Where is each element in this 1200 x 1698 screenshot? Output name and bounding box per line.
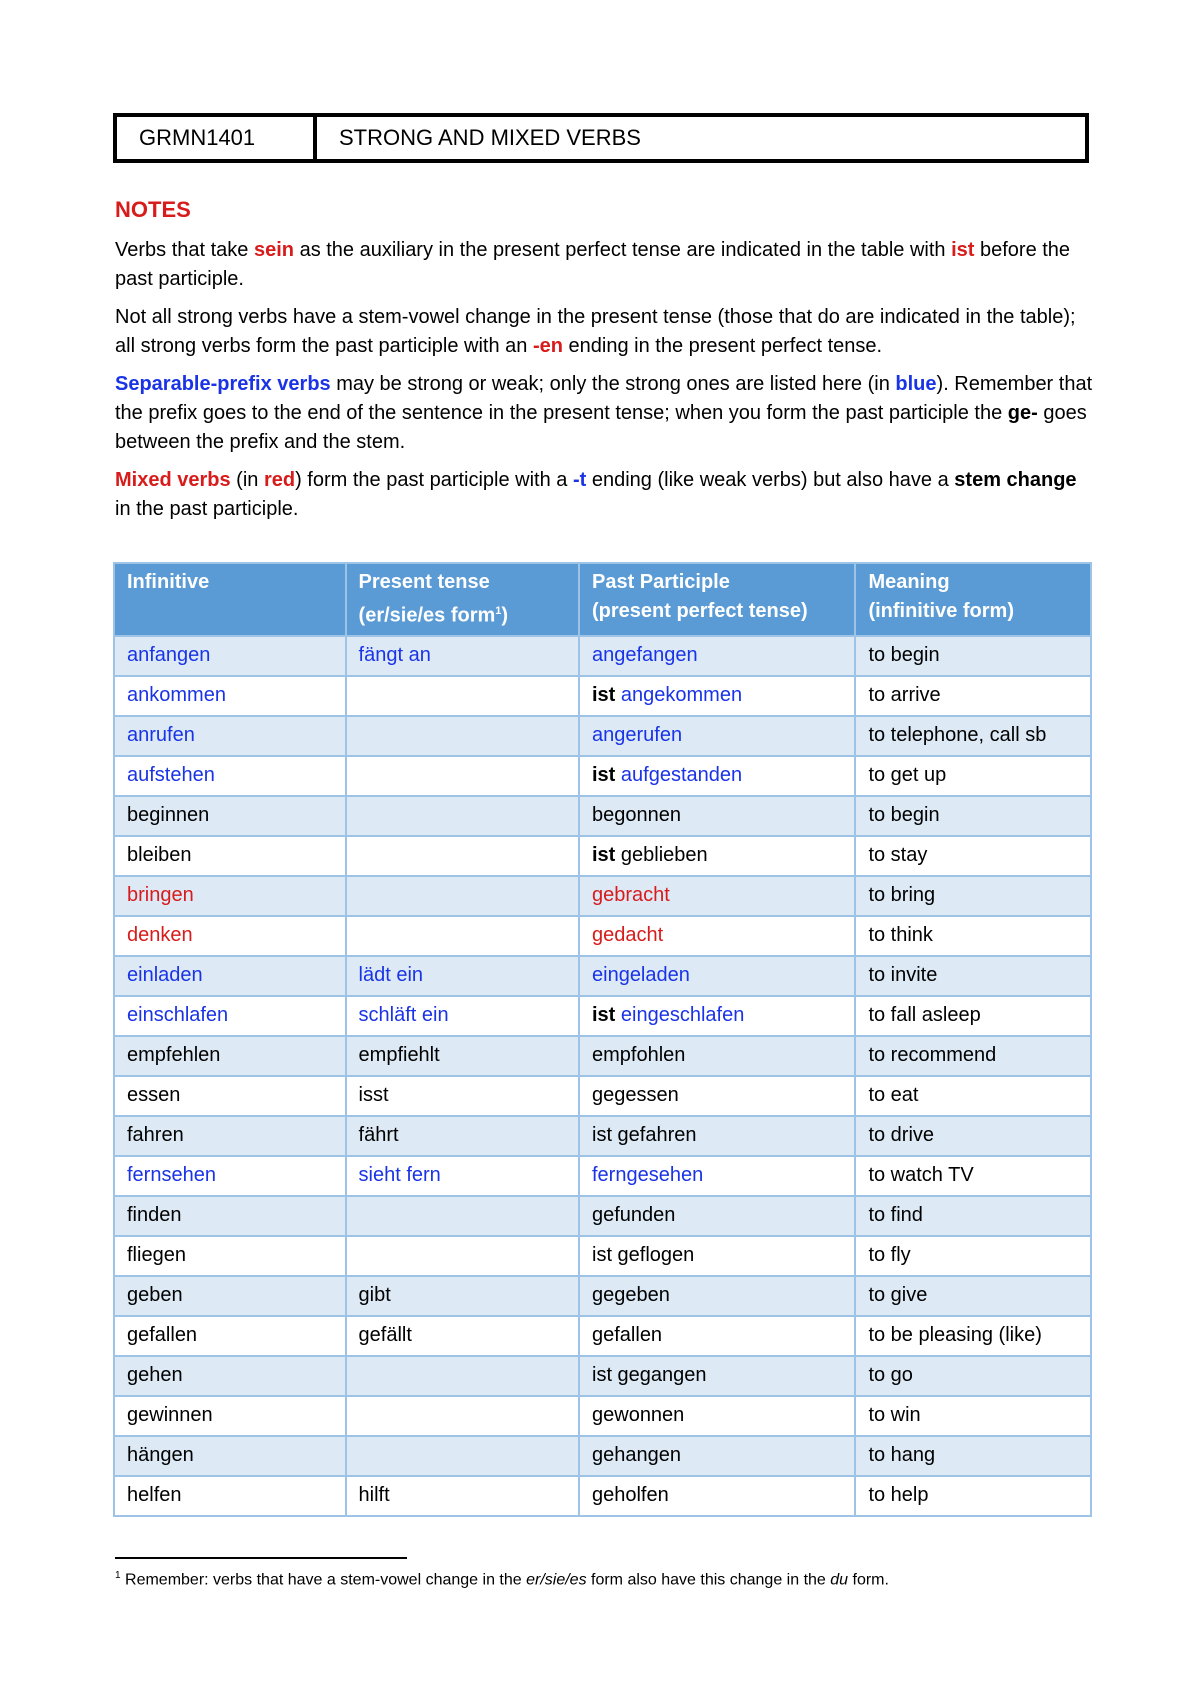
- notes-heading: NOTES: [115, 197, 191, 222]
- cell-meaning: to watch TV: [855, 1156, 1091, 1196]
- cell-meaning: to go: [855, 1356, 1091, 1396]
- participle-form: begonnen: [592, 804, 681, 827]
- cell-present: [346, 916, 579, 956]
- cell-meaning: to fall asleep: [855, 996, 1091, 1036]
- cell-present: empfiehlt: [346, 1036, 579, 1076]
- cell-present: lädt ein: [346, 956, 579, 996]
- cell-past-participle: [579, 1036, 855, 1076]
- participle-form: empfohlen: [592, 1044, 686, 1067]
- cell-past-participle: [579, 1356, 855, 1396]
- participle-form: geblieben: [620, 844, 708, 867]
- footnote-er-sie-es: er/sie/es: [526, 1571, 587, 1589]
- cell-infinitive: anfangen: [114, 636, 346, 676]
- table-row: [114, 1156, 1091, 1196]
- note-keyword-t: -t: [572, 469, 587, 491]
- cell-meaning: to begin: [855, 636, 1091, 676]
- cell-infinitive: gefallen: [114, 1316, 346, 1356]
- cell-present: [346, 836, 579, 876]
- note-keyword-ist: ist: [951, 239, 975, 261]
- note-keyword-separable: Separable-prefix verbs: [115, 373, 331, 395]
- note-stem-vowel: [115, 303, 1095, 361]
- cell-past-participle: [579, 716, 855, 756]
- table-row: [114, 956, 1091, 996]
- table-row: [114, 876, 1091, 916]
- note-text: goes between the prefix and the stem.: [115, 402, 1087, 453]
- cell-meaning: to think: [855, 916, 1091, 956]
- cell-past-participle: [579, 1076, 855, 1116]
- footnote-text: form also have this change in the: [586, 1571, 831, 1589]
- note-text: Verbs that take: [115, 239, 254, 261]
- participle-form: ist geflogen: [592, 1244, 695, 1267]
- participle-form: angekommen: [620, 684, 743, 707]
- cell-infinitive: hängen: [114, 1436, 346, 1476]
- cell-infinitive: denken: [114, 916, 346, 956]
- note-text: ) form the past participle with a: [295, 469, 573, 491]
- footnote-ref: 1: [495, 605, 502, 617]
- note-keyword-red: red: [263, 469, 296, 491]
- cell-infinitive: fahren: [114, 1116, 346, 1156]
- cell-past-participle: [579, 1396, 855, 1436]
- header-present-tense: [346, 563, 579, 636]
- participle-form: gegeben: [592, 1284, 670, 1307]
- participle-form: gewonnen: [592, 1404, 685, 1427]
- cell-meaning: to eat: [855, 1076, 1091, 1116]
- table-row: [114, 916, 1091, 956]
- cell-past-participle: [579, 1236, 855, 1276]
- note-text: (in: [230, 469, 264, 491]
- cell-meaning: to invite: [855, 956, 1091, 996]
- table-row: [114, 1316, 1091, 1356]
- note-keyword-en: -en: [532, 335, 563, 357]
- cell-present: [346, 1436, 579, 1476]
- note-text: as the auxiliary in the present perfect tense are indicated in the table with: [294, 239, 952, 261]
- cell-infinitive: fliegen: [114, 1236, 346, 1276]
- cell-infinitive: gewinnen: [114, 1396, 346, 1436]
- participle-form: aufgestanden: [620, 764, 743, 787]
- note-text: Not all strong verbs have a stem-vowel change in the present tense (those that do are indicated in the table); all strong verbs form the past participle with an: [115, 306, 1076, 357]
- cell-meaning: to help: [855, 1476, 1091, 1516]
- cell-meaning: to get up: [855, 756, 1091, 796]
- header-meaning-line1: Meaning: [868, 571, 950, 593]
- footnote-divider: [115, 1557, 407, 1559]
- course-code: GRMN1401: [117, 117, 317, 159]
- header-present-line1: Present tense: [358, 571, 490, 593]
- cell-meaning: to hang: [855, 1436, 1091, 1476]
- cell-present: [346, 716, 579, 756]
- note-keyword-stem-change: stem change: [954, 469, 1077, 491]
- table-row: [114, 1436, 1091, 1476]
- table-row: [114, 1276, 1091, 1316]
- cell-past-participle: [579, 996, 855, 1036]
- footnote: [115, 1570, 889, 1589]
- note-sein-auxiliary: [115, 236, 1095, 294]
- note-keyword-blue: blue: [895, 373, 937, 395]
- verb-table: [113, 562, 1092, 1517]
- note-text: ending (like weak verbs) but also have a: [586, 469, 955, 491]
- table-row: [114, 1396, 1091, 1436]
- cell-past-participle: [579, 1196, 855, 1236]
- auxiliary-ist: ist: [592, 844, 616, 867]
- participle-form: gedacht: [592, 924, 664, 947]
- participle-form: eingeladen: [592, 964, 690, 987]
- cell-past-participle: [579, 956, 855, 996]
- cell-infinitive: ankommen: [114, 676, 346, 716]
- note-keyword-mixed: Mixed verbs: [115, 469, 231, 491]
- cell-past-participle: [579, 796, 855, 836]
- note-keyword-sein: sein: [253, 239, 295, 261]
- cell-meaning: to recommend: [855, 1036, 1091, 1076]
- cell-infinitive: gehen: [114, 1356, 346, 1396]
- table-row: [114, 756, 1091, 796]
- participle-form: gegessen: [592, 1084, 679, 1107]
- cell-present: fährt: [346, 1116, 579, 1156]
- note-text: may be strong or weak; only the strong ones are listed here (in: [330, 373, 896, 395]
- footnote-du: du: [830, 1571, 849, 1589]
- table-row: [114, 796, 1091, 836]
- cell-meaning: to be pleasing (like): [855, 1316, 1091, 1356]
- cell-past-participle: [579, 1156, 855, 1196]
- note-separable-prefix: [115, 370, 1095, 457]
- table-row: [114, 1476, 1091, 1516]
- header-past-participle: [579, 563, 855, 636]
- participle-form: geholfen: [592, 1484, 669, 1507]
- cell-infinitive: einschlafen: [114, 996, 346, 1036]
- cell-meaning: to begin: [855, 796, 1091, 836]
- cell-meaning: to give: [855, 1276, 1091, 1316]
- cell-present: [346, 796, 579, 836]
- participle-form: ist gegangen: [592, 1364, 707, 1387]
- cell-present: schläft ein: [346, 996, 579, 1036]
- participle-form: gebracht: [592, 884, 670, 907]
- header-infinitive: [114, 563, 346, 636]
- cell-present: gibt: [346, 1276, 579, 1316]
- table-row: [114, 1196, 1091, 1236]
- cell-infinitive: geben: [114, 1276, 346, 1316]
- note-text: ). Remember that the prefix goes to the end of the sentence in the present tense; when you form the past participle the: [115, 373, 1093, 424]
- header-meaning: [855, 563, 1091, 636]
- cell-past-participle: [579, 1316, 855, 1356]
- cell-present: [346, 1236, 579, 1276]
- cell-meaning: to telephone, call sb: [855, 716, 1091, 756]
- footnote-text: Remember: verbs that have a stem-vowel change in the: [120, 1571, 527, 1589]
- header-infinitive-label: Infinitive: [127, 571, 210, 593]
- cell-present: isst: [346, 1076, 579, 1116]
- title-box: [113, 113, 1089, 163]
- header-pp-line1: Past Participle: [592, 571, 730, 593]
- table-header-row: [114, 563, 1091, 636]
- cell-infinitive: fernsehen: [114, 1156, 346, 1196]
- cell-infinitive: helfen: [114, 1476, 346, 1516]
- cell-present: [346, 1356, 579, 1396]
- cell-present: hilft: [346, 1476, 579, 1516]
- table-row: [114, 716, 1091, 756]
- table-row: [114, 1076, 1091, 1116]
- cell-past-participle: [579, 1476, 855, 1516]
- cell-present: [346, 876, 579, 916]
- table-row: [114, 1116, 1091, 1156]
- cell-present: [346, 1196, 579, 1236]
- cell-infinitive: einladen: [114, 956, 346, 996]
- auxiliary-ist: ist: [592, 764, 616, 787]
- note-keyword-ge: ge-: [1007, 402, 1038, 424]
- table-row: [114, 676, 1091, 716]
- auxiliary-ist: ist: [592, 1004, 616, 1027]
- cell-infinitive: essen: [114, 1076, 346, 1116]
- footnote-text: form.: [848, 1571, 889, 1589]
- header-present-close: ): [501, 604, 509, 627]
- cell-meaning: to drive: [855, 1116, 1091, 1156]
- header-meaning-line2: (infinitive form): [868, 600, 1014, 622]
- participle-form: eingeschlafen: [620, 1004, 745, 1027]
- cell-past-participle: [579, 1116, 855, 1156]
- document-title: STRONG AND MIXED VERBS: [339, 125, 641, 150]
- note-mixed-verbs: [115, 466, 1095, 524]
- table-row: [114, 996, 1091, 1036]
- header-present-line2: (er/sie/es form: [358, 604, 496, 627]
- cell-meaning: to arrive: [855, 676, 1091, 716]
- table-row: [114, 836, 1091, 876]
- cell-infinitive: anrufen: [114, 716, 346, 756]
- participle-form: angefangen: [592, 644, 698, 667]
- cell-meaning: to stay: [855, 836, 1091, 876]
- cell-infinitive: aufstehen: [114, 756, 346, 796]
- cell-infinitive: bringen: [114, 876, 346, 916]
- participle-form: ferngesehen: [592, 1164, 704, 1187]
- cell-infinitive: empfehlen: [114, 1036, 346, 1076]
- participle-form: angerufen: [592, 724, 683, 747]
- cell-present: [346, 756, 579, 796]
- participle-form: gefunden: [592, 1204, 676, 1227]
- cell-present: fängt an: [346, 636, 579, 676]
- table-row: [114, 1036, 1091, 1076]
- table-row: [114, 1236, 1091, 1276]
- cell-past-participle: [579, 1436, 855, 1476]
- note-text: in the past participle.: [115, 498, 299, 520]
- cell-infinitive: finden: [114, 1196, 346, 1236]
- note-text: before the past participle.: [115, 239, 1071, 290]
- header-pp-line2: (present perfect tense): [592, 600, 808, 622]
- cell-present: [346, 676, 579, 716]
- participle-form: gehangen: [592, 1444, 681, 1467]
- cell-infinitive: beginnen: [114, 796, 346, 836]
- cell-past-participle: [579, 916, 855, 956]
- cell-past-participle: [579, 836, 855, 876]
- cell-past-participle: [579, 1276, 855, 1316]
- table-row: [114, 1356, 1091, 1396]
- cell-meaning: to win: [855, 1396, 1091, 1436]
- cell-past-participle: [579, 756, 855, 796]
- cell-meaning: to fly: [855, 1236, 1091, 1276]
- cell-past-participle: [579, 876, 855, 916]
- cell-present: gefällt: [346, 1316, 579, 1356]
- participle-form: gefallen: [592, 1324, 663, 1347]
- table-row: [114, 636, 1091, 676]
- cell-infinitive: bleiben: [114, 836, 346, 876]
- notes-section: [115, 195, 1095, 533]
- cell-past-participle: [579, 676, 855, 716]
- participle-form: ist gefahren: [592, 1124, 697, 1147]
- cell-present: sieht fern: [346, 1156, 579, 1196]
- cell-present: [346, 1396, 579, 1436]
- cell-meaning: to find: [855, 1196, 1091, 1236]
- auxiliary-ist: ist: [592, 684, 616, 707]
- footnote-marker: 1: [115, 1570, 121, 1581]
- cell-past-participle: [579, 636, 855, 676]
- cell-meaning: to bring: [855, 876, 1091, 916]
- note-text: ending in the present perfect tense.: [562, 335, 883, 357]
